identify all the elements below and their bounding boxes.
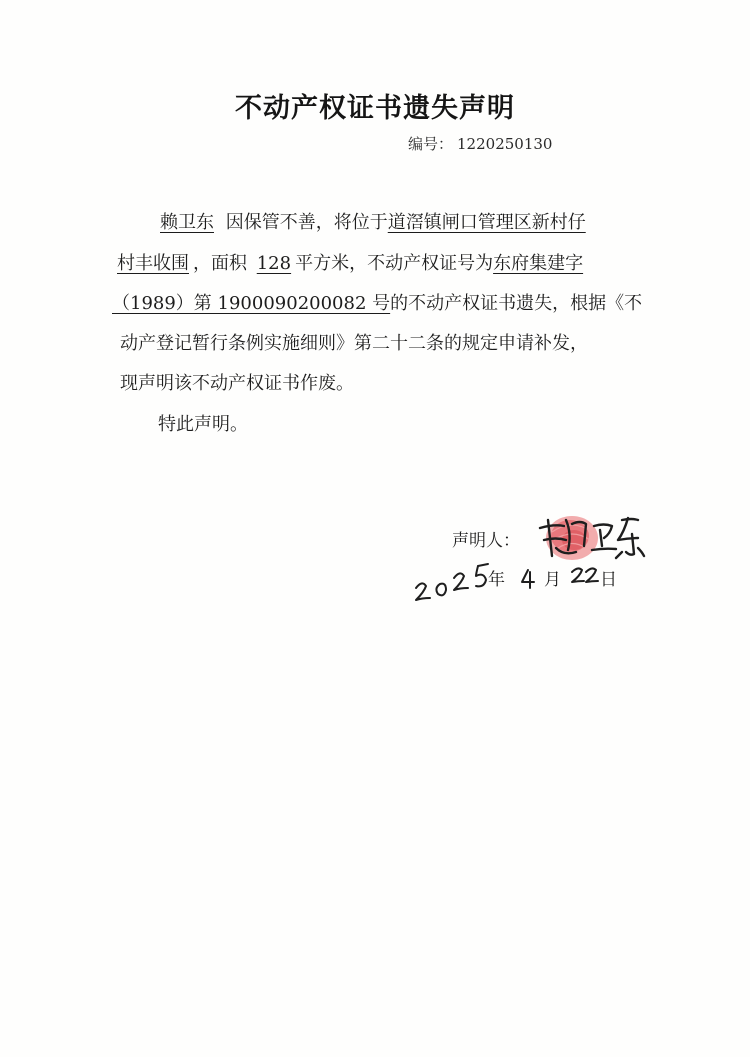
date-year-char: 年 xyxy=(488,570,505,590)
body-line-5: 现声明该不动产权证书作废。 xyxy=(120,373,354,394)
closing-statement: 特此声明。 xyxy=(158,414,248,435)
document-title: 不动产权证书遗失声明 xyxy=(235,93,515,124)
unit-text: 平方米，不动产权证号为 xyxy=(295,253,494,274)
date-day-char: 日 xyxy=(600,570,617,590)
body-line-3-text: 的不动产权证书遗失，根据《不 xyxy=(390,293,643,314)
signature-label: 声明人： xyxy=(452,531,520,551)
area-text: ，面积 xyxy=(193,253,247,274)
date-month-char: 月 xyxy=(544,570,561,590)
handwritten-date xyxy=(416,564,488,600)
certificate-number-part-2: （1989）第 1900090200082 号 xyxy=(112,293,391,314)
document-number-label: 编号： xyxy=(408,135,454,153)
property-location-part-2: 村丰收围 xyxy=(117,253,189,274)
property-location-part-1: 道滘镇闸口管理区新村仔 xyxy=(387,212,586,233)
declarant-name: 赖卫东 xyxy=(160,212,214,233)
area-value: 128 xyxy=(256,253,292,274)
body-line-1-text: 因保管不善，将位于 xyxy=(225,212,388,233)
document-number-value: 1220250130 xyxy=(457,135,553,153)
certificate-number-part-1: 东府集建字 xyxy=(493,253,584,274)
body-line-4: 动产登记暂行条例实施细则》第二十二条的规定申请补发， xyxy=(120,333,588,354)
